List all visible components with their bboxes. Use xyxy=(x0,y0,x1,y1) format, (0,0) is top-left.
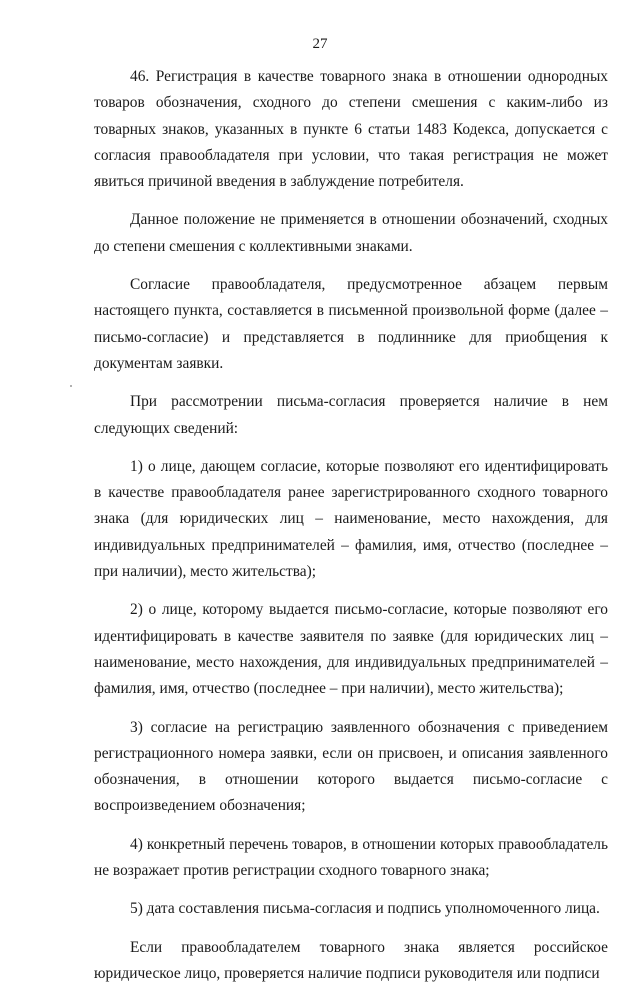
list-item-1: 1) о лице, дающем согласие, которые позволяют его идентифицировать в качестве правообладателя ранее зарегистрированного сходного товарного знака (для юридических лиц – наименование, место нахождения, для индивидуальных предпринимателей – фамилия, имя, отчество (последнее – при наличии), место жительства); xyxy=(94,457,608,581)
paragraph-russian-entity: Если правообладателем товарного знака является российское юридическое лицо, проверяется наличие подписи руководителя или подписи xyxy=(94,938,608,982)
scan-speck xyxy=(70,385,72,387)
list-item-2: 2) о лице, которому выдается письмо-согласие, которые позволяют его идентифицировать в качестве заявителя по заявке (для юридических лиц – наименование, место нахождения, для индивидуальных предпринимателей – фамилия, имя, отчество (последнее – при наличии), место жительства); xyxy=(94,601,608,698)
paragraph-46-intro: 46. Регистрация в качестве товарного знака в отношении однородных товаров обозначения, сходного до степени смешения с каким-либо из товарных знаков, указанных в пункте 6 статьи 1483 Кодекса, допускается с согласия правообладателя при условии, что такая регистрация не может явиться причиной введения в заблуждение потребителя. xyxy=(94,68,608,191)
paragraph-check-intro: При рассмотрении письма-согласия проверяется наличие в нем следующих сведений: xyxy=(94,393,608,437)
list-item-5: 5) дата составления письма-согласия и подпись уполномоченного лица. xyxy=(130,900,600,918)
page-number: 27 xyxy=(312,36,328,52)
paragraph-consent-form: Согласие правообладателя, предусмотренное абзацем первым настоящего пункта, составляется в письменной произвольной форме (далее – письмо-согласие) и представляется в подлиннике для приобщения к документам заявки. xyxy=(94,276,608,372)
paragraph-exception: Данное положение не применяется в отношении обозначений, сходных до степени смешения с коллективными знаками. xyxy=(94,211,608,255)
list-item-3: 3) согласие на регистрацию заявленного обозначения с приведением регистрационного номера заявки, если он присвоен, и описания заявленного обозначения, в отношении которого выдается письмо-согласие с воспроизведением обозначения; xyxy=(94,718,608,815)
list-item-4: 4) конкретный перечень товаров, в отношении которых правообладатель не возражает против регистрации сходного товарного знака; xyxy=(94,835,608,880)
document-body xyxy=(94,64,608,987)
